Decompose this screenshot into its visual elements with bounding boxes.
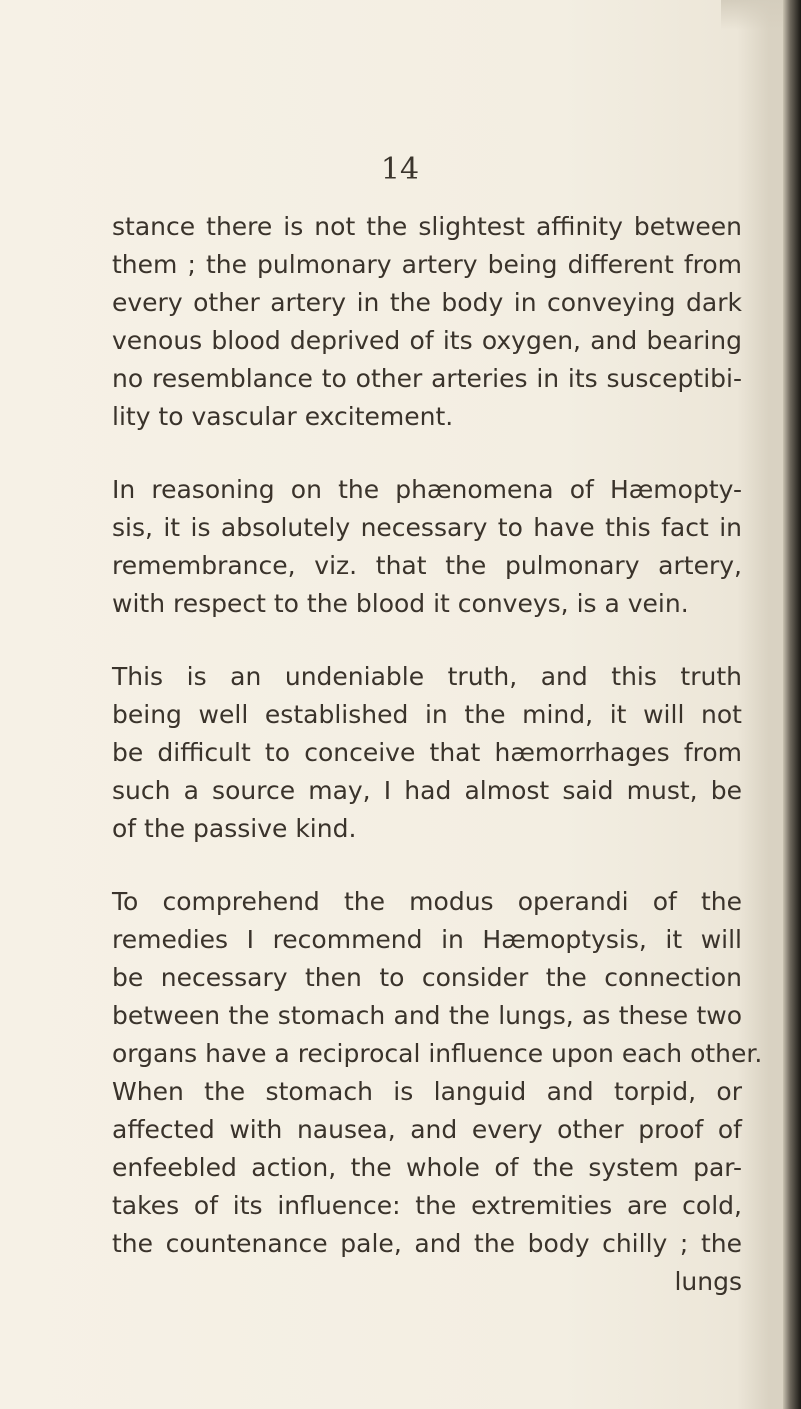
text-line: stance there is not the slightest affinity between	[112, 212, 742, 241]
page-number: 14	[380, 152, 420, 187]
text-line: To comprehend the modus operandi of the	[112, 887, 742, 916]
text-line: between the stomach and the lungs, as these two	[112, 1001, 742, 1030]
paragraph	[112, 883, 763, 1263]
paragraph	[112, 471, 742, 623]
text-line: being well established in the mind, it will not	[112, 700, 742, 729]
text-line: remembrance, viz. that the pulmonary artery,	[112, 551, 742, 580]
text-line: organs have a reciprocal influence upon each other.	[112, 1039, 763, 1068]
body-text	[112, 208, 763, 1301]
paragraph-gap	[112, 623, 742, 658]
text-line: In reasoning on the phænomena of Hæmopty-	[112, 475, 742, 504]
catchword: lungs	[674, 1267, 742, 1296]
text-line: no resemblance to other arteries in its susceptibi-	[112, 364, 742, 393]
paragraph-gap	[112, 848, 742, 883]
text-line: of the passive kind.	[112, 814, 357, 843]
page-binding-shadow	[783, 0, 801, 1409]
text-line: such a source may, I had almost said must, be	[112, 776, 742, 805]
paragraph	[112, 208, 742, 436]
text-line: This is an undeniable truth, and this truth	[112, 662, 742, 691]
text-line: them ; the pulmonary artery being different from	[112, 250, 742, 279]
text-line: every other artery in the body in conveying dark	[112, 288, 742, 317]
text-line: be difficult to conceive that hæmorrhages from	[112, 738, 742, 767]
text-line: remedies I recommend in Hæmoptysis, it will	[112, 925, 742, 954]
text-line: When the stomach is languid and torpid, or	[112, 1077, 742, 1106]
text-line: with respect to the blood it conveys, is a vein.	[112, 589, 689, 618]
text-line: takes of its influence: the extremities are cold,	[112, 1191, 742, 1220]
text-line: enfeebled action, the whole of the system par-	[112, 1153, 742, 1182]
text-line: affected with nausea, and every other proof of	[112, 1115, 742, 1144]
text-line: sis, it is absolutely necessary to have this fact in	[112, 513, 742, 542]
text-line: the countenance pale, and the body chilly ; the	[112, 1229, 742, 1258]
paragraph	[112, 658, 742, 848]
paragraph-gap	[112, 436, 742, 471]
text-line: lity to vascular excitement.	[112, 402, 454, 431]
text-line: venous blood deprived of its oxygen, and bearing	[112, 326, 742, 355]
text-line: be necessary then to consider the connection	[112, 963, 742, 992]
